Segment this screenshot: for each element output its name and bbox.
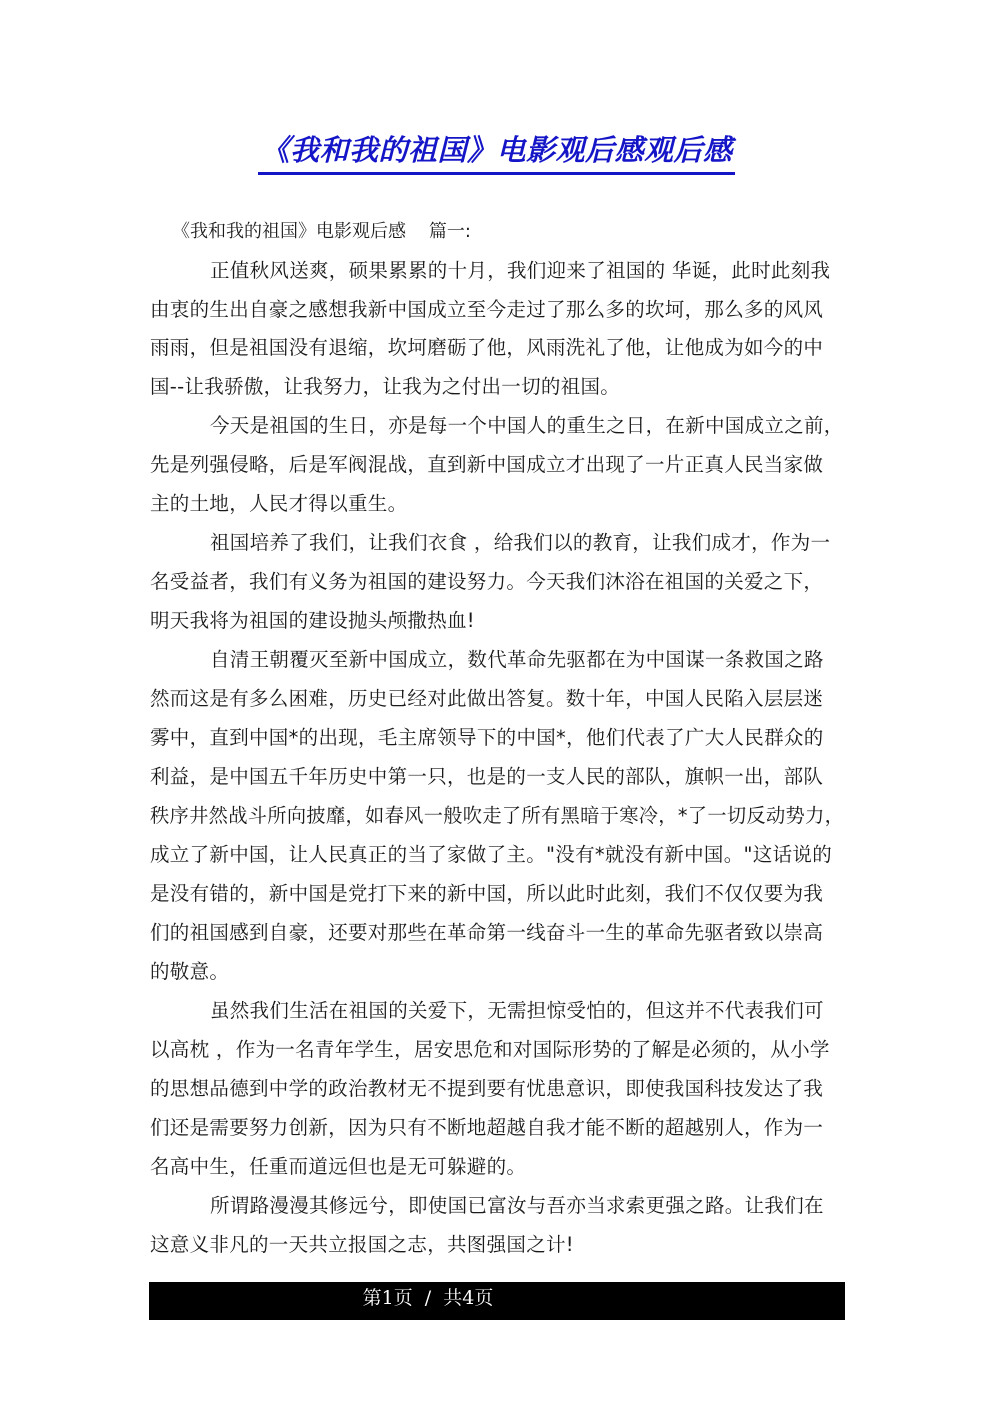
body-line: 雾中，直到中国*的出现，毛主席领导下的中国*，他们代表了广大人民群众的: [150, 726, 824, 749]
body-line: 名高中生，任重而道远但也是无可躲避的。: [150, 1155, 527, 1178]
section-subheading: 《我和我的祖国》电影观后感 篇一:: [172, 221, 471, 242]
page-footer-bar: [149, 1282, 845, 1320]
body-line: 的敬意。: [150, 960, 230, 983]
body-line: 祖国培养了我们，让我们衣食 ，给我们以的教育，让我们成才，作为一: [210, 531, 831, 554]
body-line: 明天我将为祖国的建设抛头颅撒热血!: [150, 609, 475, 632]
body-line: 由衷的生出自豪之感想我新中国成立至今走过了那么多的坎坷，那么多的风风: [150, 298, 824, 321]
body-line: 秩序井然战斗所向披靡，如春风一般吹走了所有黑暗于寒冷，*了一切反动势力，: [150, 804, 845, 827]
body-line: 先是列强侵略，后是军阀混战，直到新中国成立才出现了一片正真人民当家做: [150, 453, 824, 476]
body-line: 今天是祖国的生日，亦是每一个中国人的重生之日，在新中国成立之前，: [210, 414, 844, 437]
body-line: 虽然我们生活在祖国的关爱下，无需担惊受怕的，但这并不代表我们可: [210, 999, 824, 1022]
body-line: 国--让我骄傲，让我努力，让我为之付出一切的祖国。: [150, 375, 621, 398]
body-line: 所谓路漫漫其修远兮，即使国已富汝与吾亦当求索更强之路。让我们在: [210, 1194, 824, 1217]
page-number-label: 第1页 / 共4页: [362, 1287, 494, 1309]
body-line: 然而这是有多么困难，历史已经对此做出答复。数十年，中国人民陷入层层迷: [150, 687, 824, 710]
body-line: 这意义非凡的一天共立报国之志，共图强国之计!: [150, 1233, 574, 1256]
body-line: 的思想品德到中学的政治教材无不提到要有忧患意识，即使我国科技发达了我: [150, 1077, 824, 1100]
body-line: 利益，是中国五千年历史中第一只，也是的一支人民的部队，旗帜一出，部队: [150, 765, 824, 788]
document-title: [0, 128, 993, 175]
body-line: 是没有错的，新中国是党打下来的新中国，所以此时此刻，我们不仅仅要为我: [150, 882, 824, 905]
body-line: 们还是需要努力创新，因为只有不断地超越自我才能不断的超越别人，作为一: [150, 1116, 824, 1139]
document-title-text: 《我和我的祖国》电影观后感观后感: [258, 128, 734, 175]
body-line: 们的祖国感到自豪，还要对那些在革命第一线奋斗一生的革命先驱者致以崇高: [150, 921, 824, 944]
body-line: 主的土地，人民才得以重生。: [150, 492, 408, 515]
body-line: 自清王朝覆灭至新中国成立，数代革命先驱都在为中国谋一条救国之路: [210, 648, 824, 671]
body-line: 雨雨，但是祖国没有退缩，坎坷磨砺了他，风雨洗礼了他，让他成为如今的中: [150, 336, 824, 359]
body-line: 名受益者，我们有义务为祖国的建设努力。今天我们沐浴在祖国的关爱之下，: [150, 570, 824, 593]
body-line: 以高枕 ，作为一名青年学生，居安思危和对国际形势的了解是必须的，从小学: [150, 1038, 830, 1061]
body-line: 正值秋风送爽，硕果累累的十月，我们迎来了祖国的 华诞，此时此刻我: [210, 259, 831, 282]
body-line: 成立了新中国，让人民真正的当了家做了主。"没有*就没有新中国。"这话说的: [150, 843, 832, 866]
